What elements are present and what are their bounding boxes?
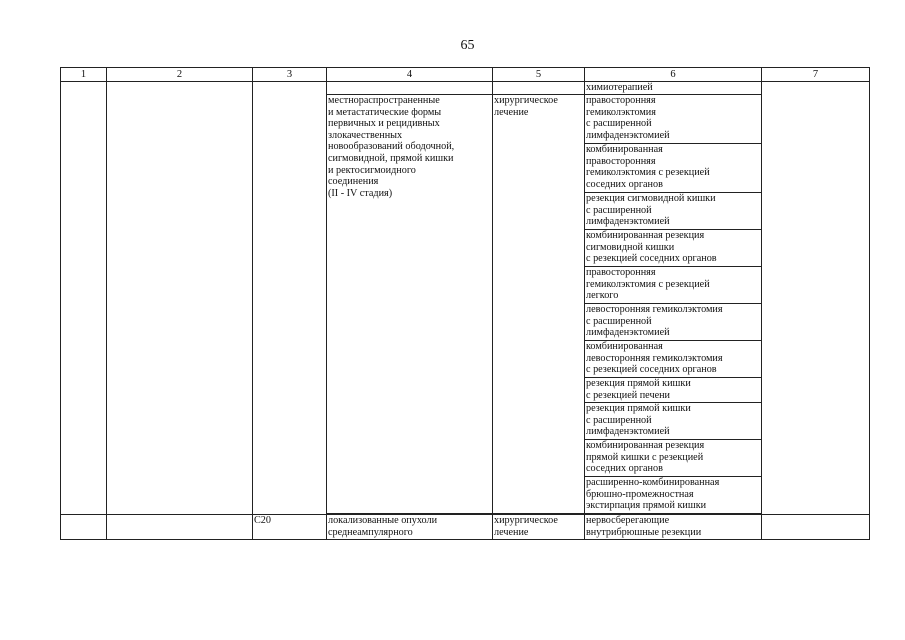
- column-header-1: 1: [61, 68, 107, 82]
- column-header-4: 4: [327, 68, 493, 82]
- col4-condition-cell: местнораспространенные и метастатические формы первичных и рецидивных злокачественных новообразований ободочной, сигмовидной, прямой кишки и ректосигмоидного соединения (II - IV стадия): [327, 95, 493, 514]
- column-header-7: 7: [762, 68, 870, 82]
- col5-empty-cell: [493, 82, 585, 95]
- col7-cell: [762, 82, 870, 515]
- column-header-3: 3: [253, 68, 327, 82]
- col6-method-cell: комбинированная резекция сигмовидной кишки с резекцией соседних органов: [585, 230, 762, 267]
- col6-method-cell: комбинированная резекция прямой кишки с резекцией соседних органов: [585, 440, 762, 477]
- table-row: [61, 82, 870, 95]
- column-header-2: 2: [107, 68, 253, 82]
- column-header-5: 5: [493, 68, 585, 82]
- col6-method-cell: левосторонняя гемиколэктомия с расширенной лимфаденэктомией: [585, 304, 762, 341]
- col7-cell: [762, 515, 870, 540]
- col6-method-cell: резекция прямой кишки с расширенной лимфаденэктомией: [585, 403, 762, 440]
- table-row: [61, 515, 870, 540]
- col2-cell: [107, 82, 253, 515]
- page-number: 65: [460, 38, 475, 53]
- col5-treatment-cell: хирургическое лечение: [493, 95, 585, 514]
- col2-cell: [107, 515, 253, 540]
- col6-method-cell: расширенно-комбинированная брюшно-промежностная экстирпация прямой кишки: [585, 477, 762, 514]
- col6-method-cell: комбинированная левосторонняя гемиколэктомия с резекцией соседних органов: [585, 341, 762, 378]
- header-row: [61, 68, 870, 82]
- col6-continued-cell: химиотерапией: [585, 82, 762, 95]
- col1-cell: [61, 82, 107, 515]
- icd-code-cell: C20: [253, 515, 327, 540]
- medical-procedures-table: [60, 67, 870, 540]
- col6-method-cell: резекция сигмовидной кишки с расширенной лимфаденэктомией: [585, 193, 762, 230]
- col6-method-cell: нервосберегающие внутрибрюшные резекции: [585, 515, 762, 540]
- col6-method-cell: правосторонняя гемиколэктомия с резекцией легкого: [585, 267, 762, 304]
- col6-method-cell: резекция прямой кишки с резекцией печени: [585, 378, 762, 403]
- col3-cell: [253, 82, 327, 515]
- col4-condition-cell: локализованные опухоли среднеампулярного: [327, 515, 493, 540]
- col6-method-cell: комбинированная правосторонняя гемиколэктомия с резекцией соседних органов: [585, 144, 762, 193]
- col6-method-cell: правосторонняя гемиколэктомия с расширенной лимфаденэктомией: [585, 95, 762, 144]
- col5-treatment-cell: хирургическое лечение: [493, 515, 585, 540]
- col4-empty-cell: [327, 82, 493, 95]
- col1-cell: [61, 515, 107, 540]
- column-header-6: 6: [585, 68, 762, 82]
